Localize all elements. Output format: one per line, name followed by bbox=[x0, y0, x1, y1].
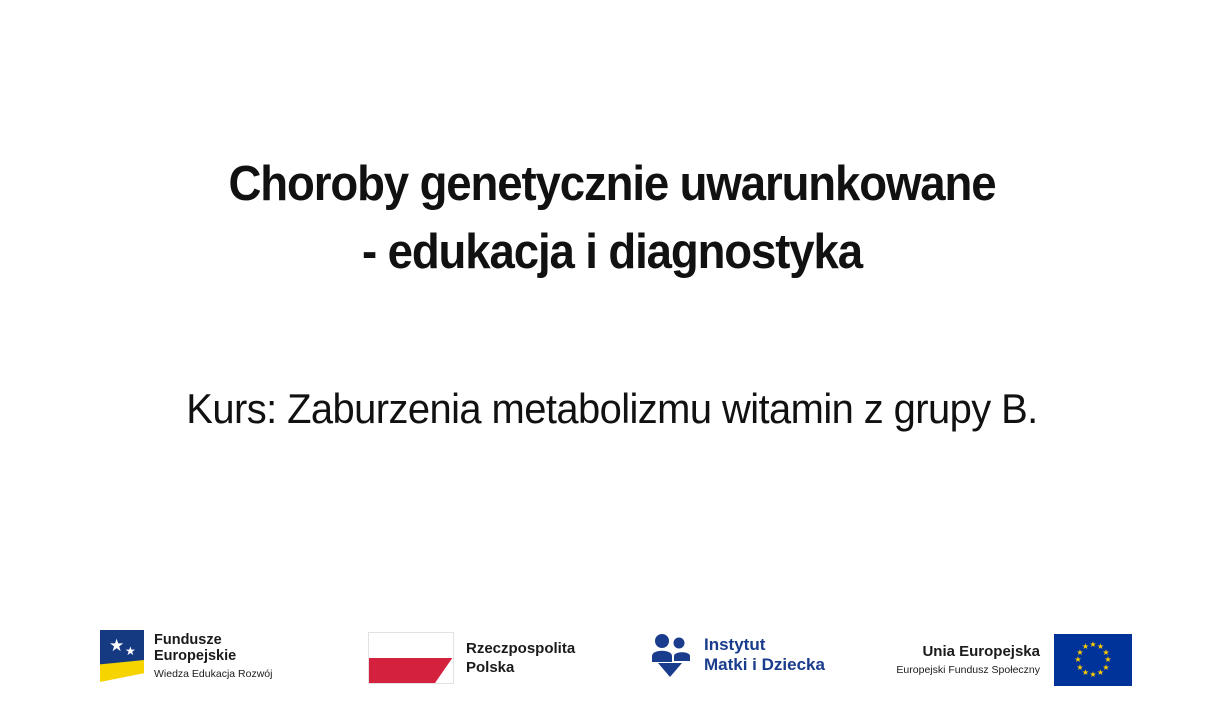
logo-unia-europejska bbox=[896, 634, 1132, 686]
polish-flag-icon bbox=[368, 632, 454, 684]
page-title bbox=[0, 150, 1224, 286]
fe-label-line-3: Wiedza Edukacja Rozwój bbox=[154, 668, 273, 680]
title-line-2: - edukacja i diagnostyka bbox=[362, 225, 862, 279]
fe-label-line-1: Fundusze bbox=[154, 632, 222, 648]
logo-instytut-matki-i-dziecka bbox=[648, 632, 825, 678]
european-union-flag-icon: ★ ★ ★ ★ ★ ★ ★ ★ ★ ★ ★ ★ bbox=[1054, 634, 1132, 686]
ue-label-line-2: Europejski Fundusz Społeczny bbox=[896, 664, 1040, 676]
page-subtitle bbox=[0, 380, 1224, 438]
subtitle-line-1: Kurs: Zaburzenia metabolizmu witamin z grupy B. bbox=[186, 385, 1038, 432]
instytut-matki-i-dziecka-icon bbox=[648, 632, 694, 678]
imd-label-line-2: Matki i Dziecka bbox=[704, 655, 825, 674]
fe-label-line-2: Europejskie bbox=[154, 648, 237, 664]
footer-logo-strip bbox=[0, 622, 1224, 702]
ue-label-line-1: Unia Europejska bbox=[922, 643, 1040, 660]
fundusze-europejskie-logo-icon: ★ ★ bbox=[100, 630, 144, 682]
rp-label-line-1: Rzeczpospolita bbox=[466, 640, 576, 657]
rp-label-line-2: Polska bbox=[466, 659, 515, 676]
imd-label-line-1: Instytut bbox=[704, 635, 766, 654]
logo-rzeczpospolita-polska bbox=[368, 632, 575, 684]
logo-fundusze-europejskie bbox=[100, 630, 272, 682]
title-line-1: Choroby genetycznie uwarunkowane bbox=[228, 157, 996, 211]
